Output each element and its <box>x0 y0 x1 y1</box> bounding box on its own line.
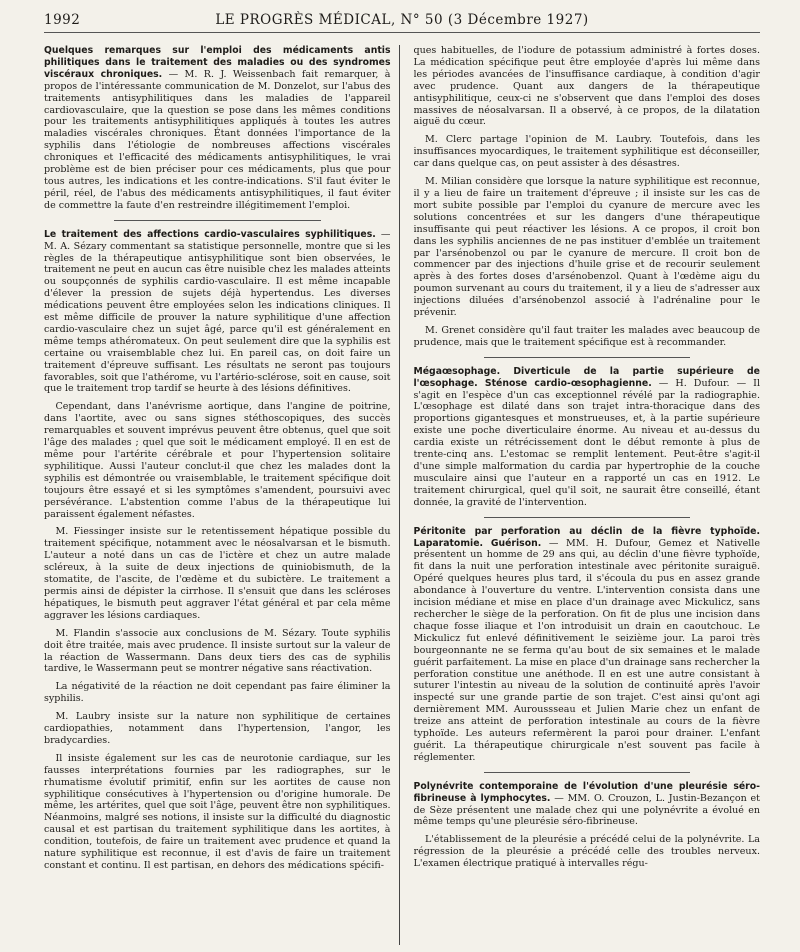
paragraph-text: M. Flandin s'associe aux conclusions de M. Sézary. Toute syphilis doit être traitée, mais avec prudence. Il insiste surtout sur la valeur de la réaction de Wassermann. Dans deux tiers des cas de syphilis tardive, le Wassermann peut se montrer négative sans réactivation. <box>44 627 391 675</box>
section-paragraph <box>44 229 391 396</box>
paragraph-text: M. Milian considère que lorsque la nature syphilitique est reconnue, il y a lieu de faire un traitement d'épreuve ; il insiste sur les cas de mort subite possible par l'emploi du cyanure de mercure avec les solutions concentrées et sur les dangers d'une thérapeutique insuffisante qui peut réactiver les lésions. A ce propos, il croit bon dans les syphilis anciennes de ne pas instituer d'emblée un traitement par l'arsénobenzol ou par le cyanure de mercure. Il croit bon de commencer par des injections d'huile grise et de recourir seulement après à des fortes doses d'arsénobenzol. Quant à l'œdème aigu du poumon survenant au cours du traitement, il y a lieu de s'adresser aux injections diluées d'arsénobenzol associé à l'adrénaline pour le prévenir. <box>413 176 760 319</box>
page-header <box>44 10 760 33</box>
section-divider <box>484 357 691 358</box>
paragraph-text: M. Laubry insiste sur la nature non syphilitique de certaines cardiopathies, notamment dans l'hypertension, l'angor, les bradycardies. <box>44 711 391 746</box>
body-paragraph <box>414 834 761 870</box>
left-column <box>44 45 400 945</box>
body-paragraph <box>414 134 761 170</box>
body-paragraph <box>414 176 761 319</box>
right-column <box>414 45 761 945</box>
paragraph-text: ques habituelles, de l'iodure de potassium administré à fortes doses. La médication spécifique peut être employée d'après lui même dans les périodes avancées de l'insuffisance cardiaque, à condition d'agir avec prudence. Quant aux dangers de la thérapeutique antisyphilitique, ceux-ci ne s'observent que dans l'emploi des doses massives de néosalvarsan. Il a observé, à ce propos, de la dilatation aiguë du cœur. <box>413 45 760 128</box>
paragraph-text: Il insiste également sur les cas de neurotonie cardiaque, sur les fausses interprétations fournies par les radiographes, sur le rhumatisme évolutif primitif, enfin sur les aortites de cause non syphilitique consécutives à l'hypertension ou d'origine humorale. De même, les artérites, quel que soit l'âge, peuvent être non syphilitiques. Néanmoins, malgré ses notions, il insiste sur la difficulté du diagnostic causal et est partisan du traitement syphilitique dans les aortites, à condition, toutefois, de faire un traitement avec prudence et quand la nature syphilitique est reconnue, il est d'avis de faire un traitement constant et continu. Il est partisan, en dehors des médications spécifi- <box>44 752 391 871</box>
body-paragraph <box>44 711 391 747</box>
journal-title: LE PROGRÈS MÉDICAL, N° 50 (3 Décembre 1927) <box>215 12 589 28</box>
body-paragraph <box>414 325 761 349</box>
section-title: Péritonite par perforation au déclin de la fièvre typhoïde. Laparatomie. Guérison. <box>413 525 760 549</box>
paragraph-text: — MM. O. Crouzon, L. Justin-Bezançon et de Sèze présentent une malade chez qui une polynévrite a évolué en même temps qu'une pleurésie séro-fibrineuse. <box>413 792 760 828</box>
body-paragraph <box>414 45 761 128</box>
section-title: Polynévrite contemporaine de l'évolution d'une pleurésie séro-fibrineuse à lymphocytes. <box>413 780 760 804</box>
section-divider <box>484 517 691 518</box>
paragraph-text: — MM. H. Dufour, Gemez et Nativelle présentent un homme de 29 ans qui, au déclin d'une fièvre typhoïde, fit dans la nuit une perforation intestinale avec péritonite suraiguë. Opéré quelques heures plus tard, il s'écoula du pus en assez grande abondance à l'ouverture du ventre. L'intervention consista dans une incision médiane et mise en place d'un drainage avec Mickulicz, sans rechercher le siège de la perforation. On fit de plus une incision dans chaque fosse iliaque et l'on introduisit un drain en caoutchouc. Le Mickulicz fut enlevé définitivement le seizième jour. La paroi très bourgeonnante ne se ferma qu'au bout de six semaines et le malade guérit parfaitement. La mise en place d'un drainage sans rechercher la perforation constitue une anéthode. Il en est une autre consistant à suturer l'intestin au niveau de la solution de continuité après l'avoir inspecté sur une grande partie de son trajet. C'est ainsi qu'ont agi dernièrement MM. Auroussseau et Julien Marie chez un enfant de treize ans atteint de perforation intestinale au cours de la fièvre typhoïde. Les auteurs refermèrent la paroi pour drainer. L'enfant guérit. La thérapeutique chirurgicale n'est souvent pas facile à réglementer. <box>413 537 760 763</box>
text-columns <box>44 45 760 945</box>
section-divider <box>484 772 691 773</box>
section-paragraph <box>414 781 761 829</box>
paragraph-text: — H. Dufour. — Il s'agit en l'espèce d'un cas exceptionnel révélé par la radiographie. L'œsophage est dilaté dans son trajet intra-thoracique dans des proportions gigantesques et monstrueuses, et, à la partie supérieure existe une poche diverticulaire énorme. Au niveau et au-dessus du cardia existe un rétrécissement dont le début remonte à plus de trente-cinq ans. L'estomac se remplit lentement. Peut-être s'agit-il d'une simple malformation du cardia par hypertrophie de la couche musculaire ainsi que l'auteur en a rapporté un cas en 1912. Le traitement chirurgical, quel qu'il soit, ne saurait être conseillé, étant donnée, la gravité de l'intervention. <box>413 377 760 508</box>
page-number: 1992 <box>44 12 81 28</box>
paragraph-text: La négativité de la réaction ne doit cependant pas faire éliminer la syphilis. <box>44 681 391 705</box>
section-paragraph <box>44 45 391 212</box>
section-title: Quelques remarques sur l'emploi des médicaments antis philitiques dans le traitement des maladies ou des syndromes viscéraux chroniques. <box>44 45 391 80</box>
body-paragraph <box>44 753 391 872</box>
paragraph-text: — M. A. Sézary commentant sa statistique personnelle, montre que si les règles de la thérapeutique antisyphilitique sont bien observées, le traitement ne peut en aucun cas être nuisible chez les malades atteints ou soupçonnés de syphilis cardio-vasculaire. Il est même incapable d'élever la pression de sujets déjà hypertendus. Les diverses médications peuvent être employées selon les indications cliniques. Il est même difficile de prouver la nature syphilitique d'une affection cardio-vasculaire chez un sujet âgé, parce qu'il est généralement en même temps athéromateux. On peut seulement dire que la syphilis est certaine ou vraisemblable chez lui. En pareil cas, on doit faire un traitement d'épreuve suffisant. Les résultats ne seront pas toujours favorables, soit que l'athérome, vu l'artério-sclérose, soit en cause, soit que le traitement trop tardif se heurte à des lésions définitives. <box>44 228 391 395</box>
section-divider <box>114 220 321 221</box>
section-title: Le traitement des affections cardio-vasculaires syphilitiques. <box>44 228 376 240</box>
paragraph-text: L'établissement de la pleurésie a précédé celui de la polynévrite. La régression de la pleurésie a précédé celle des troubles nerveux. L'examen électrique pratiqué à intervalles régu- <box>413 834 760 870</box>
section-title: Mégaœsophage. Diverticule de la partie supérieure de l'œsophage. Sténose cardio-œsophagienne. <box>413 365 760 389</box>
paragraph-text: — M. R. J. Weissenbach fait remarquer, à propos de l'intéressante communication de M. Donzelot, sur l'abus des traitements antisyphilitiques dans les maladies de l'appareil cardiovasculaire, que la question se pose dans les mêmes conditions pour les traitements antisyphilitiques appliqués à toutes les autres maladies viscérales chroniques. Étant données l'importance de la syphilis dans l'étiologie de nombreuses affections viscérales chroniques et l'efficacité des médicaments antisyphilitiques, le vrai problème est de bien préciser pour ces médicaments, plus que pour tous autres, les indications et les contre-indications. S'il faut éviter le péril, réel, de l'abus des médicaments antisyphilitiques, il faut éviter de commettre la faute d'en restreindre illégitimement l'emploi. <box>44 68 391 211</box>
section-paragraph <box>414 366 761 509</box>
body-paragraph <box>44 628 391 676</box>
body-paragraph <box>44 526 391 621</box>
body-paragraph <box>44 681 391 705</box>
body-paragraph <box>44 401 391 520</box>
paragraph-text: M. Fiessinger insiste sur le retentissement hépatique possible du traitement spécifique, notamment avec le néosalvarsan et le bismuth. L'auteur a noté dans un cas de l'ictère et chez un autre malade scléreux, à la suite de deux injections de quiniobismuth, de la stomatite, de l'ascite, de l'œdème et du subictère. Le traitement a permis ainsi de dépister la cirrhose. Il s'ensuit que dans les scléroses hépatiques, le bismuth peut aggraver l'état général et par cela même aggraver les lésions cardiaques. <box>44 526 391 621</box>
section-paragraph <box>414 526 761 764</box>
paragraph-text: M. Grenet considère qu'il faut traiter les malades avec beaucoup de prudence, mais que le traitement spécifique est à recommander. <box>413 324 760 348</box>
paragraph-text: M. Clerc partage l'opinion de M. Laubry. Toutefois, dans les insuffisances myocardiques, le traitement syphilitique est déconseiller, car dans quelque cas, on peut assister à des désastres. <box>413 134 760 170</box>
paragraph-text: Cependant, dans l'anévrisme aortique, dans l'angine de poitrine, dans l'aortite, avec ou sans signes stéthoscopiques, des succès remarquables et souvent imprévus peuvent être obtenus, quel que soit l'âge des malades ; quel que soit le médicament employé. Il en est de même pour l'artérite cérébrale et pour l'hypertension solitaire syphilitique. Aussi l'auteur conclut-il que chez les malades dont la syphilis est démontrée ou vraisemblable, le traitement spécifique doit toujours être essayé et si les symptômes s'amendent, poursuivi avec persévérance. L'abstention comme l'abus de la thérapeutique lui paraissent également néfastes. <box>44 401 391 520</box>
